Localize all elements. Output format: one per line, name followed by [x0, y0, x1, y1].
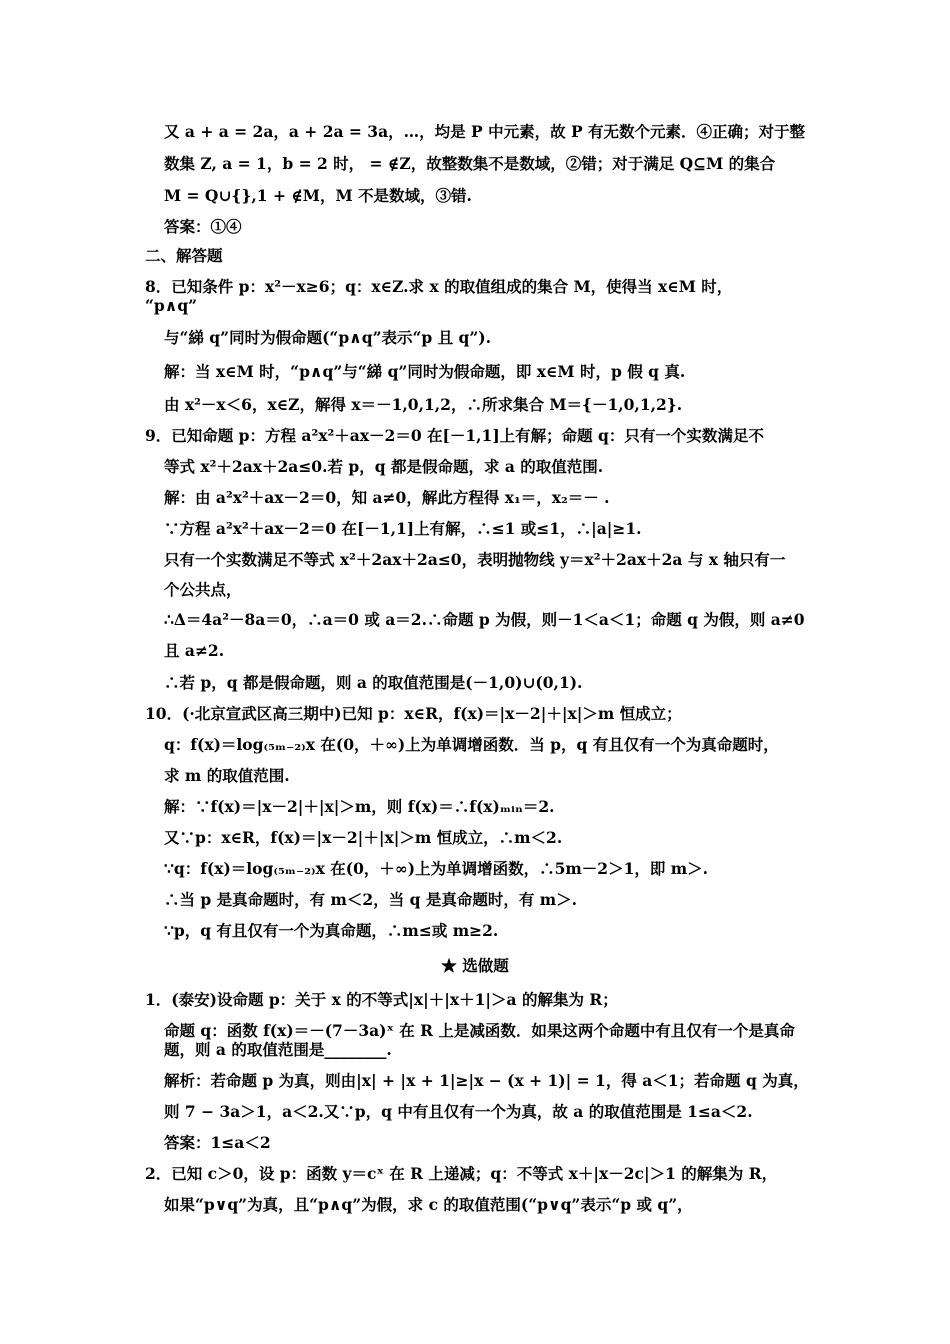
text-line: 个公共点， [164, 580, 242, 599]
text-line: 与“綈 q”同时为假命题(“p∧q”表示“p 且 q”). [164, 328, 492, 347]
text-line: 2．已知 c＞0，设 p：函数 y＝cˣ 在 R 上递减；q：不等式 x＋|x－2c|＞1 的解集为 R， [145, 1164, 778, 1183]
text-line: M = Q∪{},1 + ∉M，M 不是数域，③错. [164, 186, 472, 205]
text-line: ∴Δ＝4a²－8a＝0，∴a＝0 或 a＝2.∴命题 p 为假，则－1＜a＜1；命题 q 为假，则 a≠0 [164, 610, 805, 629]
text-line: 命题 q：函数 f(x)＝－(7－3a)ˣ 在 R 上是减函数．如果这两个命题中有且仅有一个是真命 [164, 1021, 795, 1040]
text-line: 等式 x²＋2ax＋2a≤0.若 p，q 都是假命题，求 a 的取值范围. [164, 457, 604, 476]
text-line: 又 a + a = 2a，a + 2a = 3a，…，均是 P 中元素，故 P 有无数个元素．④正确；对于整 [164, 122, 806, 141]
text-line: 8．已知条件 p：x²－x≥6；q：x∈Z.求 x 的取值组成的集合 M，使得当 x∈M 时， [145, 277, 733, 296]
text-line: ∵q：f(x)＝log₍₅ₘ₋₂₎x 在(0，＋∞)上为单调增函数，∴5m－2＞1，即 m＞. [164, 859, 709, 878]
text-line: ∵p，q 有且仅有一个为真命题，∴m≤或 m≥2. [164, 921, 499, 940]
text-line: 只有一个实数满足不等式 x²＋2ax＋2a≤0，表明抛物线 y＝x²＋2ax＋2a 与 x 轴只有一 [164, 550, 786, 569]
text-line: ∵方程 a²x²＋ax－2＝0 在[－1,1]上有解，∴≤1 或≤1，∴|a|≥1. [164, 519, 642, 538]
text-line: 解析：若命题 p 为真，则由|x| + |x + 1|≥|x − (x + 1)| = 1，得 a＜1；若命题 q 为真， [164, 1071, 809, 1090]
text-line: 解：由 a²x²＋ax－2＝0，知 a≠0，解此方程得 x₁＝，x₂＝－ . [164, 488, 610, 507]
text-line: 解：∵f(x)＝|x－2|＋|x|＞m，则 f(x)＝∴f(x)ₘᵢₙ＝2. [164, 797, 555, 816]
text-line: 求 m 的取值范围. [164, 766, 290, 785]
text-line: 题，则 a 的取值范围是________. [164, 1040, 392, 1059]
text-line: 又∵p：x∈R，f(x)＝|x－2|＋|x|＞m 恒成立，∴m＜2. [164, 828, 563, 847]
text-line: 且 a≠2. [164, 641, 225, 660]
text-line: 10．(·北京宣武区高三期中)已知 p：x∈R，f(x)＝|x－2|＋|x|＞m 恒成立； [145, 704, 682, 723]
text-line: q：f(x)＝log₍₅ₘ₋₂₎x 在(0，＋∞)上为单调增函数．当 p，q 有且仅有一个为真命题时， [164, 735, 779, 754]
text-line: 答案：1≤a＜2 [164, 1133, 271, 1152]
text-line: ★ 选做题 [441, 956, 509, 975]
text-line: ∴当 p 是真命题时，有 m＜2，当 q 是真命题时，有 m＞. [164, 890, 578, 909]
text-line: 9．已知命题 p：方程 a²x²＋ax－2＝0 在[－1,1]上有解；命题 q：只有一个实数满足不 [145, 426, 764, 445]
text-line: 数集 Z, a = 1，b = 2 时， = ∉Z，故整数集不是数域，②错；对于满足 Q⊆M 的集合 [164, 154, 776, 173]
text-line: 由 x²－x＜6，x∈Z，解得 x＝－1,0,1,2，∴所求集合 M＝{－1,0,1,2}. [164, 395, 683, 414]
text-line: 答案：①④ [164, 217, 242, 236]
text-line: 1．(泰安)设命题 p：关于 x 的不等式|x|＋|x＋1|＞a 的解集为 R； [145, 990, 618, 1009]
text-line: 二、解答题 [145, 246, 223, 265]
text-line: 解：当 x∈M 时，“p∧q”与“綈 q”同时为假命题，即 x∈M 时，p 假 q 真. [164, 362, 686, 381]
text-line: 则 7 − 3a＞1，a＜2.又∵p，q 中有且仅有一个为真，故 a 的取值范围是 1≤a＜2. [164, 1102, 753, 1121]
text-line: “p∧q” [145, 296, 198, 315]
text-line: 如果“p∨q”为真，且“p∧q”为假，求 c 的取值范围(“p∨q”表示“p 或 q”， [164, 1195, 693, 1214]
text-line: ∴若 p，q 都是假命题，则 a 的取值范围是(－1,0)∪(0,1). [164, 673, 583, 692]
